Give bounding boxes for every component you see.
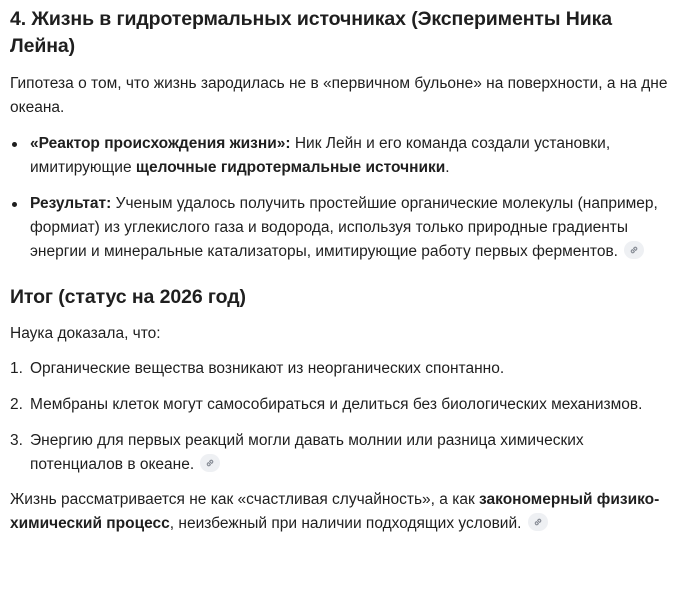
list-item-number: 1.: [10, 360, 23, 377]
source-link-button[interactable]: [624, 241, 644, 259]
list-item-bold-label: «Реактор происхождения жизни»:: [30, 135, 291, 152]
summary-section: [10, 284, 671, 536]
list-item-bold-text: щелочные гидротермальные источники: [135, 159, 446, 176]
bullet-list: [10, 132, 671, 264]
conclusion-bold-text: закономерный физико-химический процесс: [10, 491, 660, 532]
summary-lead: Наука доказала, что:: [10, 325, 161, 342]
list-item-text: .: [445, 159, 450, 176]
list-item-bold-label: Результат:: [30, 195, 112, 212]
list-item: [10, 192, 671, 264]
section-heading: 4. Жизнь в гидротермальных источниках (Эксперименты Ника Лейна): [10, 8, 613, 57]
section-intro: Гипотеза о том, что жизнь зародилась не в «первичном бульоне» на поверхности, а на дне океана.: [10, 75, 668, 116]
section-heading: Итог (статус на 2026 год): [10, 286, 246, 308]
list-item: [10, 393, 671, 417]
list-item: [10, 357, 671, 381]
source-link-button[interactable]: [200, 454, 220, 472]
conclusion-paragraph: [10, 488, 671, 536]
list-item-text: Мембраны клеток могут самособираться и делиться без биологических механизмов.: [30, 396, 643, 413]
link-icon: [629, 245, 639, 255]
list-item-number: 3.: [10, 432, 23, 449]
list-item-text: Энергию для первых реакций могли давать молнии или разница химических потенциалов в океане.: [30, 432, 584, 473]
source-link-button[interactable]: [528, 513, 548, 531]
list-item-text: Ученым удалось получить простейшие органические молекулы (например, формиат) из углекислого газа и водорода, используя только природные градиенты энергии и минеральные катализаторы, имитирующие работу первых ферментов.: [30, 195, 658, 260]
list-item: [10, 429, 671, 477]
list-item-text: Ник Лейн и его команда создали установки, имитирующие: [30, 135, 611, 176]
link-icon: [205, 458, 215, 468]
link-icon: [533, 517, 543, 527]
conclusion-text: Жизнь рассматривается не как «счастливая случайность», а как: [10, 491, 480, 508]
numbered-list: [10, 357, 671, 477]
conclusion-text: , неизбежный при наличии подходящих условий.: [169, 515, 522, 532]
list-item-text: Органические вещества возникают из неорганических спонтанно.: [30, 360, 505, 377]
list-item: [10, 132, 671, 180]
list-item-number: 2.: [10, 396, 23, 413]
